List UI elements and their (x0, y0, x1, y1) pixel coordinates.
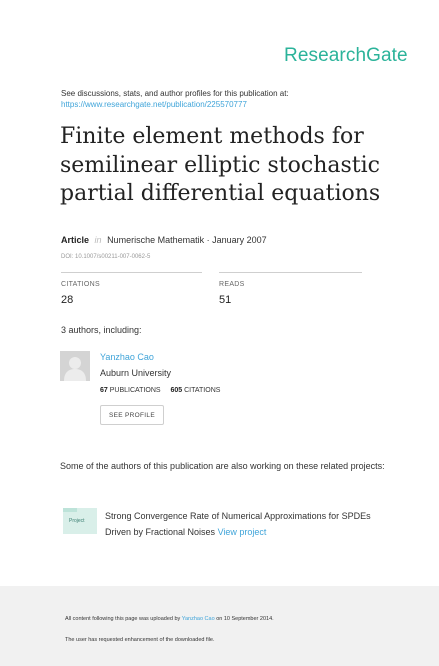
author-citations-count: 605 (170, 387, 183, 394)
upload-suffix: on 10 September 2014. (216, 616, 274, 622)
authors-heading: 3 authors, including: (61, 325, 142, 335)
divider (219, 272, 362, 273)
title-line: Finite element methods for (60, 124, 364, 149)
doi: DOI: 10.1007/s00211-007-0062-5 (61, 254, 151, 260)
view-project-link[interactable]: View project (217, 527, 267, 537)
journal-date: Numerische Mathematik · January 2007 (107, 235, 267, 245)
divider (61, 272, 202, 273)
upload-note (65, 616, 274, 622)
publication-link[interactable]: https://www.researchgate.net/publication/225570777 (61, 100, 247, 109)
footer (0, 586, 439, 666)
intro-block (61, 88, 289, 110)
enhancement-note: The user has requested enhancement of the downloaded file. (65, 637, 215, 643)
uploader-link[interactable]: Yanzhao Cao (181, 616, 215, 622)
publications-count: 67 (100, 387, 108, 394)
reads-label: READS (219, 281, 245, 288)
project-item (105, 508, 395, 540)
publication-title (60, 123, 400, 209)
citations-label: CITATIONS (61, 281, 100, 288)
author-citations-label: CITATIONS (184, 387, 221, 394)
reads-value: 51 (219, 294, 232, 306)
in-label: in (94, 235, 102, 245)
researchgate-logo[interactable]: ResearchGate (284, 45, 408, 66)
author-institution: Auburn University (100, 368, 172, 378)
related-projects-heading: Some of the authors of this publication are also working on these related projects: (60, 461, 385, 471)
user-avatar-icon[interactable] (60, 351, 90, 381)
title-line: partial differential equations (60, 181, 381, 206)
intro-text: See discussions, stats, and author profiles for this publication at: (61, 89, 289, 98)
upload-prefix: All content following this page was uploaded by (65, 616, 181, 622)
citations-value: 28 (61, 294, 74, 306)
publications-label: PUBLICATIONS (109, 387, 161, 394)
publication-meta (61, 235, 267, 245)
project-icon-label: Project (69, 518, 85, 524)
title-line: semilinear elliptic stochastic (60, 152, 380, 178)
project-title: Strong Convergence Rate of Numerical Approximations for SPDEs Driven by Fractional Noises (105, 511, 371, 537)
see-profile-button[interactable]: SEE PROFILE (100, 405, 164, 425)
author-stats (100, 387, 220, 394)
project-folder-icon[interactable] (63, 508, 97, 534)
author-name[interactable]: Yanzhao Cao (100, 352, 154, 362)
publication-type: Article (61, 235, 90, 245)
